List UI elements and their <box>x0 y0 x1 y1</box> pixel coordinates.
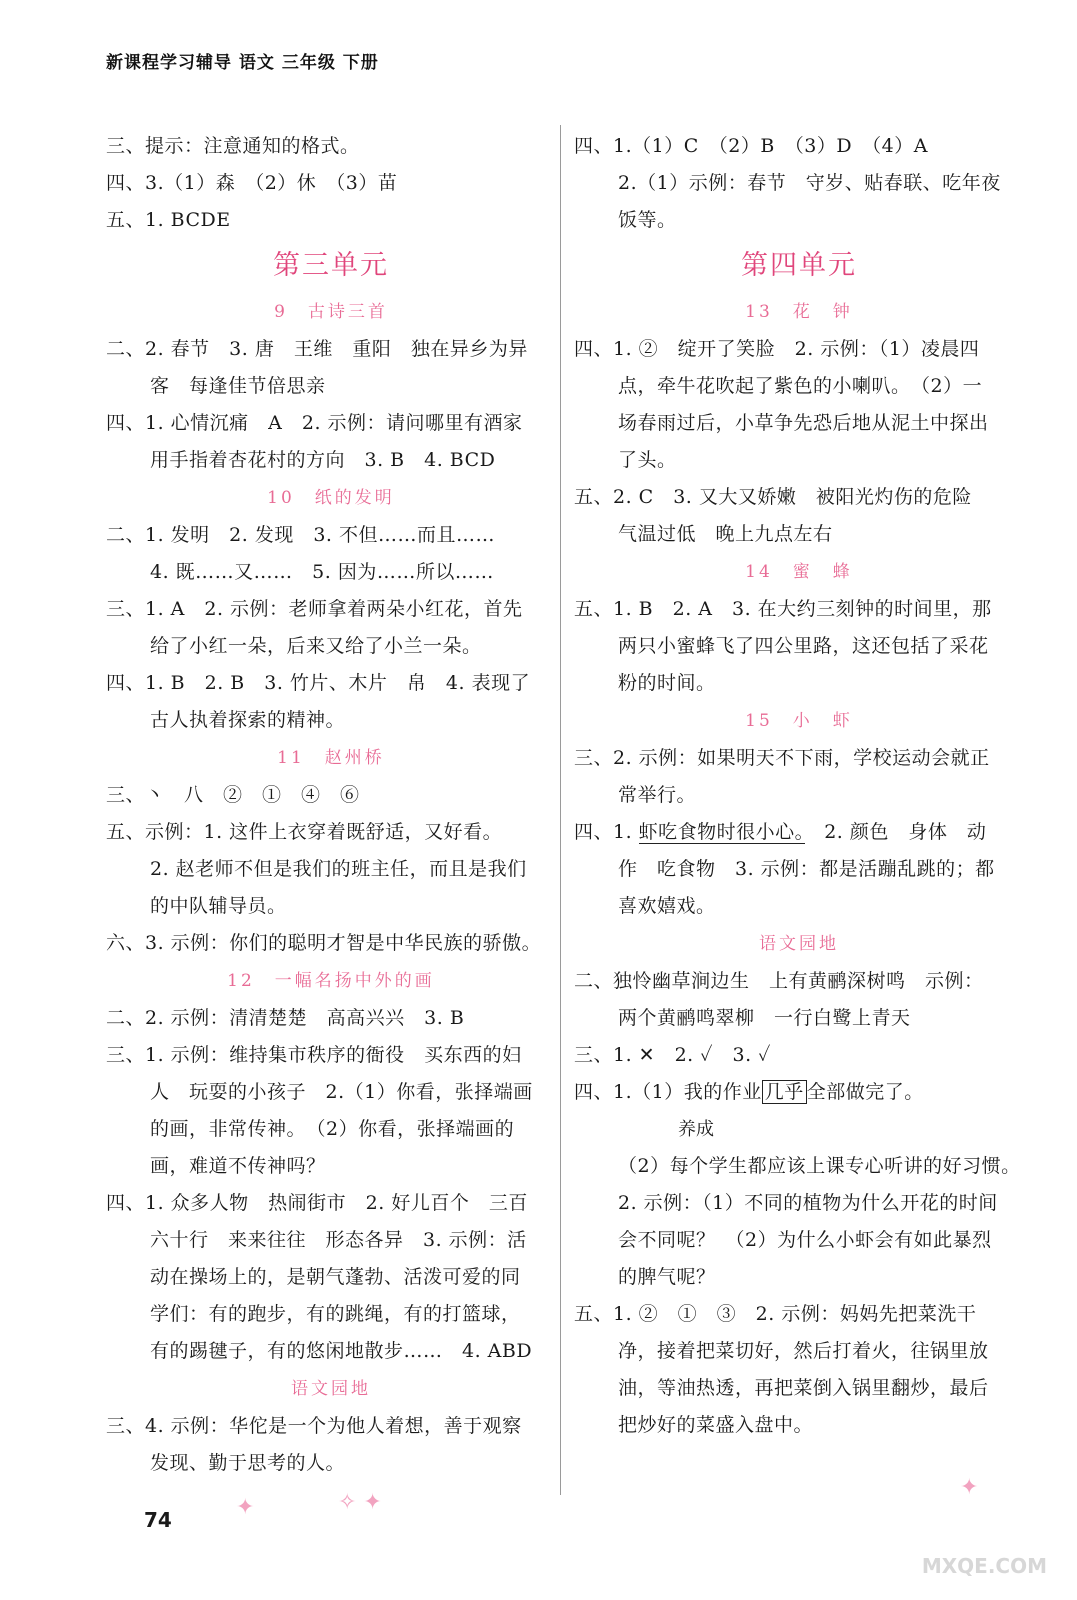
page-header: 新课程学习辅导 语文 三年级 下册 <box>106 53 379 73</box>
answer-text: 2. 颜色 身体 动 <box>804 821 987 843</box>
lesson-title-10: 10 纸的发明 <box>267 488 395 508</box>
lesson-title-13: 13 花 钟 <box>745 302 853 322</box>
answer-line: 三、1. 示例：维持集市秩序的衙役 买东西的妇 <box>106 1044 522 1066</box>
answer-line: 四、1. 心情沉痛 A 2. 示例：请问哪里有酒家 <box>106 412 523 434</box>
answer-line: 净，接着把菜切好，然后打着火，往锅里放 <box>618 1340 989 1362</box>
unit-title-4: 第四单元 <box>741 250 857 281</box>
answer-text: 四、1. <box>574 821 639 843</box>
answer-line: 学们：有的跑步，有的跳绳，有的打篮球， <box>150 1303 521 1325</box>
watermark-logo: MXQE.COM <box>921 1554 1047 1578</box>
answer-line: 三、4. 示例：华佗是一个为他人着想，善于观察 <box>106 1415 522 1437</box>
pink-sparkle-icon: ✦ <box>236 1495 255 1520</box>
answer-line: 五、示例：1. 这件上衣穿着既舒适，又好看。 <box>106 821 503 843</box>
page-number: 74 <box>144 1508 172 1532</box>
answer-line: 三、丶 八 ② ① ④ ⑥ <box>106 784 360 806</box>
answer-line: 喜欢嬉戏。 <box>618 895 716 917</box>
lesson-title-11: 11 赵州桥 <box>277 748 385 768</box>
answer-line: 场春雨过后，小草争先恐后地从泥土中探出 <box>618 412 989 434</box>
lesson-title-12: 12 一幅名扬中外的画 <box>227 971 435 991</box>
answer-line: 动在操场上的，是朝气蓬勃、活泼可爱的同 <box>150 1266 521 1288</box>
section-title-garden: 语文园地 <box>291 1379 371 1399</box>
answer-line: 给了小红一朵，后来又给了小兰一朵。 <box>150 635 482 657</box>
answer-line: 五、1. BCDE <box>106 209 231 231</box>
answer-line: 饭等。 <box>618 209 677 231</box>
answer-line: 二、独怜幽草涧边生 上有黄鹂深树鸣 示例： <box>574 970 984 992</box>
answer-text: 全部做完了。 <box>806 1081 924 1103</box>
answer-line: 常举行。 <box>618 784 697 806</box>
answer-line: 用手指着杏花村的方向 3. B 4. BCD <box>150 449 496 471</box>
answer-line <box>574 814 1024 851</box>
answer-line: 2.（1）示例：春节 守岁、贴春联、吃年夜 <box>618 172 1001 194</box>
answer-line: 六、3. 示例：你们的聪明才智是中华民族的骄傲。 <box>106 932 542 954</box>
unit-title-3: 第三单元 <box>273 250 389 281</box>
answer-line: 四、1. ② 绽开了笑脸 2. 示例：（1）凌晨四 <box>574 338 980 360</box>
underlined-answer: 虾吃食物时很小心。 <box>638 821 805 843</box>
answer-line: 发现、勤于思考的人。 <box>150 1452 346 1474</box>
answer-line: 的中队辅导员。 <box>150 895 287 917</box>
right-column <box>574 128 1024 1444</box>
lesson-title-14: 14 蜜 蜂 <box>745 562 853 582</box>
pink-sparkle-icon: ✧ ✦ <box>338 1490 382 1515</box>
answer-text: 四、1.（1）我的作业 <box>574 1081 762 1103</box>
answer-line: 气温过低 晚上九点左右 <box>618 523 833 545</box>
answer-line: 三、提示：注意通知的格式。 <box>106 135 360 157</box>
answer-line: 的脾气呢？ <box>618 1266 716 1288</box>
answer-line: 五、1. ② ① ③ 2. 示例：妈妈先把菜洗干 <box>574 1303 977 1325</box>
lesson-title-9: 9 古诗三首 <box>274 302 388 322</box>
answer-line: 三、2. 示例：如果明天不下雨，学校运动会就正 <box>574 747 990 769</box>
answer-line: 三、1. ✕ 2. ✓ 3. ✓ <box>574 1044 771 1066</box>
answer-line: 2. 赵老师不但是我们的班主任，而且是我们 <box>150 858 527 880</box>
answer-line: 二、2. 春节 3. 唐 王维 重阳 独在异乡为异 <box>106 338 528 360</box>
answer-line: 四、3.（1）森 （2）休 （3）苗 <box>106 172 398 194</box>
correction-insert-row <box>574 1111 1024 1148</box>
answer-line: 六十行 来来往往 形态各异 3. 示例：活 <box>150 1229 527 1251</box>
section-title-garden: 语文园地 <box>759 934 839 954</box>
answer-line: 五、2. C 3. 又大又娇嫩 被阳光灼伤的危险 <box>574 486 972 508</box>
answer-line: 客 每逢佳节倍思亲 <box>150 375 326 397</box>
answer-line <box>574 1074 1024 1111</box>
answer-line: 四、1. 众多人物 热闹街市 2. 好儿百个 三百 <box>106 1192 528 1214</box>
left-column <box>106 128 556 1482</box>
answer-line: 两个黄鹂鸣翠柳 一行白鹭上青天 <box>618 1007 911 1029</box>
answer-line: 古人执着探索的精神。 <box>150 709 346 731</box>
answer-line: 四、1. B 2. B 3. 竹片、木片 帛 4. 表现了 <box>106 672 531 694</box>
answer-line: 了头。 <box>618 449 677 471</box>
column-divider <box>560 125 561 1495</box>
answer-line: 两只小蜜蜂飞了四公里路，这还包括了采花 <box>618 635 989 657</box>
answer-line: 2. 示例：（1）不同的植物为什么开花的时间 <box>618 1192 998 1214</box>
insertion-mark: 养成 <box>678 1119 714 1140</box>
answer-line: 作 吃食物 3. 示例：都是活蹦乱跳的；都 <box>618 858 995 880</box>
answer-line: 的画，非常传神。 （2）你看，张择端画的 <box>150 1118 515 1140</box>
answer-line: 有的踢毽子，有的悠闲地散步…… 4. ABD <box>150 1340 533 1362</box>
answer-line: 五、1. B 2. A 3. 在大约三刻钟的时间里，那 <box>574 598 992 620</box>
answer-line: 二、1. 发明 2. 发现 3. 不但……而且…… <box>106 524 496 546</box>
answer-line: 四、1.（1）C （2）B （3）D （4）A <box>574 135 928 157</box>
answer-line: 点，牵牛花吹起了紫色的小喇叭。 （2）一 <box>618 375 983 397</box>
answer-line: 油，等油热透，再把菜倒入锅里翻炒，最后 <box>618 1377 989 1399</box>
answer-line: 把炒好的菜盛入盘中。 <box>618 1414 814 1436</box>
answer-line: 粉的时间。 <box>618 672 716 694</box>
answer-line: 画，难道不传神吗？ <box>150 1155 326 1177</box>
answer-line: 人 玩耍的小孩子 2.（1）你看，张择端画 <box>150 1081 533 1103</box>
answer-line: （2）每个学生都应该上课专心听讲的好习惯。 <box>618 1155 1021 1177</box>
boxed-word: 几乎 <box>762 1080 807 1104</box>
answer-line: 4. 既……又…… 5. 因为……所以…… <box>150 561 494 583</box>
answer-line: 二、2. 示例：清清楚楚 高高兴兴 3. B <box>106 1007 465 1029</box>
pink-sparkle-icon: ✦ <box>960 1475 979 1500</box>
answer-line: 三、1. A 2. 示例：老师拿着两朵小红花，首先 <box>106 598 523 620</box>
lesson-title-15: 15 小 虾 <box>745 711 853 731</box>
answer-line: 会不同呢？ （2）为什么小虾会有如此暴烈 <box>618 1229 992 1251</box>
